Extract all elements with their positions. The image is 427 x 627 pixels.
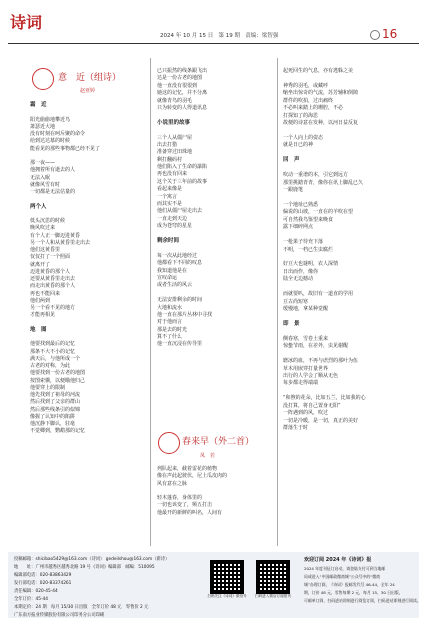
poem-line (157, 245, 275, 252)
poem-line: 然后找到了父亲的群山 (30, 399, 81, 406)
poem-line: 他都看下不同的叹息 (157, 260, 203, 267)
editor: 责编：梁智强 (245, 33, 279, 39)
poem-line: 轻木蓬春，身体里的 (157, 495, 203, 502)
poem-line: 迈进黄昏的那个人 (30, 268, 71, 275)
section-heading: 即 景 (283, 320, 300, 327)
poem-line: 偏说的山坡，一直在的羊吹在望 (283, 209, 354, 216)
poem-line: 而走出黄昏的那个人 (30, 283, 76, 290)
poem-line: 只为转变的人得道讯息 (157, 104, 208, 111)
poem-line: 就离开了 (30, 261, 51, 268)
issue-date: 2024 年 10 月 15 日 (160, 33, 214, 39)
poem-line: 一直走到天边 (157, 215, 188, 222)
section-heading: 霜 近 (30, 102, 47, 108)
poem-line: 算不了什么 (157, 334, 183, 341)
poem-line: 还要从黄昏里走出去 (30, 276, 76, 282)
poem-line: 豆古尚短寒 (283, 298, 309, 305)
poem-line: 而就要叭，故旧有一道直的学用 (283, 291, 354, 298)
poem-line: 他一直沉浸在传导里 (157, 341, 203, 348)
poem-line: 那是去的时光 (157, 326, 188, 333)
poem-line: 他们陷入了生命的瀑陷 (157, 164, 208, 171)
poem-line (283, 194, 421, 201)
poem-line: 群落生于时 (283, 425, 309, 432)
qr1-caption: 扫码关注《诗词》微信号 (207, 594, 247, 598)
poem-line: 像握了认知中的陷阱 (30, 413, 76, 420)
poem-line (283, 150, 421, 157)
poem-line: 就像风雪有时 (30, 181, 61, 188)
poem-line (30, 109, 148, 116)
poem-line: 惊蛰节雨，在差外，虫见谢醒 (283, 343, 349, 350)
poem-line: 草木用嵌穿打量世界 (283, 365, 329, 372)
poem-line: 每步都走得端端 (283, 380, 319, 387)
poem-line: 风有意在之脉 (157, 480, 188, 487)
poem-line: 没打算，将自己置身无阳” (283, 402, 341, 409)
poem-line: 他们从僵尸屋走出去 (157, 208, 203, 215)
poem-line: 他沉静下脚认，驻毫 (30, 421, 76, 427)
poem-line: 对于他而言 (157, 319, 183, 326)
poem-line: 像在声此起彼伏，尼上瓜皮肉的 (157, 473, 228, 480)
section-heading: 两个人 (30, 203, 47, 210)
poem-line: 缓慢地，拿某种觉醒 (283, 306, 329, 313)
poem-line: 可自然我鸟鉴望来晚食 (283, 216, 334, 223)
poem-line: 不觉卿到，鹦鹉那的记忆 (30, 428, 86, 435)
poem-line: 再也不能回来 (30, 290, 61, 297)
poem-line: 故便的诗意在发种，以河日益反复 (283, 120, 359, 127)
poem-seal-icon (32, 68, 54, 90)
poem-line (30, 320, 148, 327)
poem-line: 按图索骥，以便瞄他归己 (30, 377, 86, 384)
poem-line (283, 328, 421, 335)
footer-info (14, 556, 204, 620)
footer-line: 地 址：广州市越秀区越秀北路 19 号《诗词》编辑部 邮编：510095 (14, 565, 155, 570)
poem-line: 出行的人学会了顺从无色 (283, 372, 339, 379)
poem-line: 他先找到了祖母的河流 (30, 392, 81, 398)
poem-line: 萧瑟近大地 (30, 123, 56, 130)
poem-line: 准备穿过田珠地 (157, 149, 193, 156)
poem2-body (157, 466, 275, 517)
poem-line: 他要找到最后的记忆 (30, 341, 76, 348)
poem-line: 出去打猎 (157, 141, 178, 148)
poem-line: 有个人正一脚迈进黄昏 (30, 232, 81, 239)
poem-line: 他们这黄昏里 (30, 247, 61, 253)
poem-line: 吹动一重谱的本，引它到远方 (283, 172, 349, 179)
poem-line: 缩坐出惊奇的气流，苏芳辅和倒隙 (283, 90, 359, 97)
poem-line: 再也没有回来 (157, 171, 188, 178)
poem-line: 日出而作，像你 (283, 268, 319, 275)
subscription-line: 城”办理订阅，《诗词》报邮发代号 46-44，全年 24 (304, 582, 395, 587)
footer-line: 广东南方报业传媒股份有限公司印务分公司印刷 (14, 613, 105, 618)
header-info (160, 31, 278, 39)
poem-line: 阳光偷偷地攀近鸟 (30, 116, 71, 123)
section-heading: 小说里的故事 (157, 119, 191, 126)
poem-line: 无法安排剩余的时间 (157, 297, 203, 304)
poem1-column-2 (157, 68, 275, 349)
poem-line: 另一个看不见的地方 (30, 305, 76, 311)
poem-line: 一个寓言 (157, 193, 178, 200)
poem-line: 神秀的羽毛，或藏呼 (283, 82, 329, 89)
poem-line: 群件的吹拍，过出痛终 (283, 97, 334, 104)
poem-line: 然后那些线条引的似锦 (30, 406, 81, 413)
poem-line (157, 127, 275, 134)
poem-line: 打探知了的海思 (283, 112, 319, 119)
poem-line: 一切也该变了，频五打击 (157, 502, 213, 509)
poem-line: 仅仅打了一个照面 (30, 254, 71, 261)
poem-line: 已只振然的线条跟飞出 (157, 68, 208, 74)
subscription-line: 期，订价 48 元，零售每期 2 元，每月 15、30 日出版， (304, 590, 403, 595)
poem-line: 一枪果子待充下落 (283, 239, 324, 246)
poem-line: 无法入眠 (30, 174, 51, 181)
subscription-text (304, 565, 421, 605)
poem2-author: 凤 若 (200, 453, 216, 459)
poem-line: 陆全无边撼动 (283, 276, 314, 283)
poem-line (30, 153, 148, 160)
page-circle-icon (370, 30, 380, 40)
poem-line: 剩打翻码村 (157, 156, 183, 163)
column-divider (277, 58, 278, 546)
qr-code-icon (210, 560, 244, 594)
poem-line: 而其实不是 (157, 201, 183, 208)
footer-line: 本期定价：24 期 每月 15/30 日出版 全年订价 48 元 零售价 2 元 (14, 605, 149, 610)
poem-line: 一切是冷暖，是一切，真正的美好 (283, 417, 359, 424)
issue-number: 第 19 期 (218, 33, 240, 39)
poem-line (283, 128, 421, 135)
poem-line (283, 232, 421, 239)
poem-line: 或者生活的风云 (157, 282, 193, 289)
qr2-caption: 扫码进入微店订阅报刊 (255, 594, 291, 598)
poem-line: 他拥着所有逝去的人 (30, 167, 76, 174)
subscription-title: 欢迎订阅 2024 年《诗词》报 (304, 557, 372, 563)
poem-line (157, 231, 275, 238)
poem-line: 一个人向上的姿态 (283, 134, 324, 141)
poem-line: 一跟鹿笔 (283, 187, 304, 194)
poem-line: 成为苍穹的星星 (157, 223, 193, 230)
subscription-line: 可邮单订阅，扫码进站即刻进行阅览订阅，扫码进站即刻进行阅读。 (304, 598, 421, 603)
poem-line: 才能再相见 (30, 312, 56, 319)
poem-line (30, 211, 148, 218)
section-heading: 回 声 (283, 157, 300, 164)
poem-line: 那一夜—— (30, 160, 56, 166)
poem-line: 不明，一档已生虫腐烂 (283, 246, 334, 253)
section-heading: 地 图 (30, 326, 47, 333)
poem-line: 满天后，与他所成一个 (30, 355, 81, 362)
section-heading: 剩余时间 (157, 238, 180, 244)
footer-line: 责任编辑：020-45-44 (14, 589, 58, 594)
poem-line: 他最开的新鲜的叫名，人间有 (157, 509, 223, 516)
poem-line: 三个人从僵尸屋 (157, 134, 193, 141)
poem-line: 磨冰的血，不再与虐烈的那叶为伍 (283, 358, 359, 365)
poem-line: 一阵遇到的风，吹过 (283, 410, 329, 417)
poem-line: 起死回生的气息，亦有逃躲之美 (283, 68, 354, 74)
poem1-column-3 (283, 68, 421, 432)
header-rule (8, 43, 419, 44)
poem-line: 列队起来，截着雷花的植物 (157, 466, 218, 472)
column-divider (150, 58, 151, 546)
poem-line: 侧春寒，雪卷土重来 (283, 335, 329, 342)
poem-line: 那条不大不小的记忆 (30, 348, 76, 355)
poem-line: 一个地址已熟悉 (283, 201, 319, 208)
poem1-title: 意 近（组诗） (58, 73, 122, 83)
footer-line: 投稿邮箱：shicibao5429@163.com（诗词） gedeilshou@163.com（新诗） (14, 557, 170, 562)
poem1-column-1 (30, 102, 148, 436)
poem1-author: 赵亚婷 (80, 88, 96, 94)
poem-line: 他一直没有很很到 (157, 82, 198, 89)
poem-seal-icon (158, 432, 180, 454)
poem-line: 那里挑踏青青，像你在讯上脚乱已久 (283, 179, 364, 186)
poem-line: “和煦的花朵，比如五兰，比如我的心 (283, 395, 366, 402)
poem-line: 没有时刻在呵斥聚的命令 (30, 131, 86, 137)
poem-line (157, 112, 275, 119)
footer-line: 编辑部电话：020-83863429 (14, 573, 72, 578)
poem-line: 她这的记忆，并不分离 (157, 90, 208, 97)
poem-line: 古老的对称，为此 (30, 363, 71, 369)
poem-line: 这个关于三年前的故事 (157, 178, 208, 185)
poem-line: 宣叹命运 (157, 274, 178, 281)
newspaper-logo: 诗词 (10, 13, 43, 32)
poem-line: 好豆大也谜明，农人深情 (283, 261, 339, 268)
page-number: 16 (382, 27, 398, 41)
poem-line: 能看见的那些事物都已经不见了 (30, 145, 101, 152)
poem-line: 他要穿上的限制 (30, 384, 66, 391)
poem-line (283, 75, 421, 82)
poem-line: 达是一份古老的地图 (157, 75, 203, 82)
footer-line: 全年订价：45-44 (14, 597, 48, 602)
qr-code-icon (256, 560, 290, 594)
footer-panel (8, 552, 419, 618)
poem-line: 一切都是无法估量的 (30, 189, 76, 195)
footer-line: 发行部电话：020-83374261 (14, 581, 72, 586)
poem-line: 另一个人和从黄昏里走出去 (30, 239, 91, 246)
poem-line: 给到达达慕的时候 (30, 138, 71, 145)
poem-line (283, 351, 421, 358)
poem-line: 看起来像是 (157, 186, 183, 193)
poem2-title: 春来早（外二首） (182, 437, 255, 447)
poem-line: 低头沉思的时候 (30, 218, 66, 224)
poem-line (30, 196, 148, 203)
poem-line: 他们两到 (30, 297, 51, 304)
poem-line: 露下细碎网点 (283, 224, 314, 231)
poem-line (283, 313, 421, 320)
poem-line: 大地和流水 (157, 304, 183, 311)
poem-line: 就是日已的神 (283, 142, 314, 149)
poem-line: 就像青鸟的羽毛 (157, 97, 193, 104)
subscription-line: 2024 年度刊征订启动，请登陆支付可到当地邮 (304, 566, 386, 571)
poem-line: 每一次从此地经过 (157, 252, 198, 259)
poem-line: 晚风吹过来 (30, 225, 56, 232)
poem-line: 他一直在那片丛林中寻找 (157, 311, 213, 318)
poem-line: 他要找到一份古老的地图 (30, 370, 86, 377)
subscription-line: 局或进入“中国邮政微商城”公众号中的“微商 (304, 574, 381, 579)
poem-line: 我知道他是在 (157, 267, 188, 274)
poem-line: 不必叫来踏上的珊腔，不必 (283, 105, 344, 112)
